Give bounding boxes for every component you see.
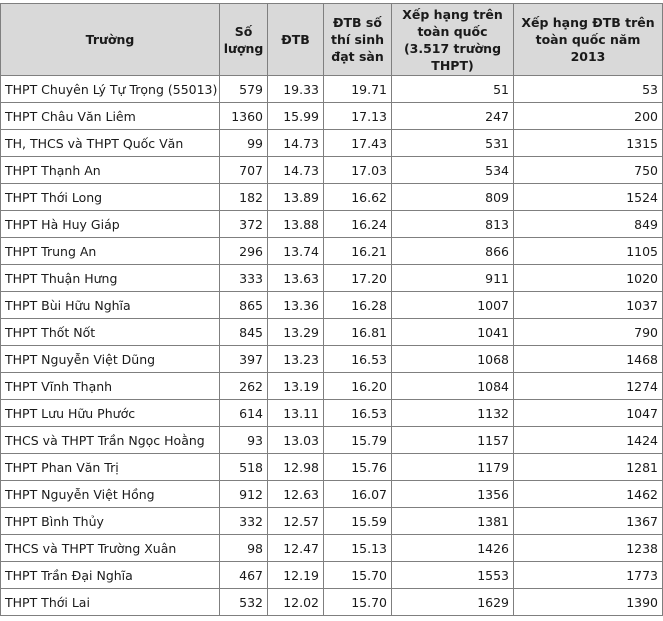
cell-xep-hang: 1084 [392, 373, 514, 400]
cell-so-luong: 333 [220, 265, 268, 292]
cell-xep-hang-2013: 1773 [514, 562, 663, 589]
cell-xep-hang-2013: 1462 [514, 481, 663, 508]
cell-xep-hang: 1132 [392, 400, 514, 427]
cell-dtb-dat-san: 16.20 [324, 373, 392, 400]
cell-so-luong: 98 [220, 535, 268, 562]
table-row [1, 76, 663, 103]
cell-so-luong: 182 [220, 184, 268, 211]
cell-so-luong: 93 [220, 427, 268, 454]
cell-dtb: 12.98 [268, 454, 324, 481]
cell-truong: THPT Thuận Hưng [1, 265, 220, 292]
table-row [1, 265, 663, 292]
header-xep-hang: Xếp hạng trên toàn quốc (3.517 trường THPT) [392, 4, 514, 76]
cell-truong: THPT Trần Đại Nghĩa [1, 562, 220, 589]
cell-truong: THPT Lưu Hữu Phước [1, 400, 220, 427]
cell-dtb-dat-san: 17.13 [324, 103, 392, 130]
header-dtb-dat-san: ĐTB số thí sinh đạt sàn [324, 4, 392, 76]
cell-xep-hang: 1553 [392, 562, 514, 589]
cell-xep-hang: 1179 [392, 454, 514, 481]
cell-xep-hang-2013: 1424 [514, 427, 663, 454]
cell-so-luong: 262 [220, 373, 268, 400]
cell-truong: THPT Vĩnh Thạnh [1, 373, 220, 400]
cell-so-luong: 865 [220, 292, 268, 319]
cell-dtb-dat-san: 15.79 [324, 427, 392, 454]
cell-dtb-dat-san: 15.76 [324, 454, 392, 481]
cell-so-luong: 372 [220, 211, 268, 238]
cell-dtb: 14.73 [268, 157, 324, 184]
cell-xep-hang-2013: 790 [514, 319, 663, 346]
header-xep-hang-2013: Xếp hạng ĐTB trên toàn quốc năm 2013 [514, 4, 663, 76]
cell-xep-hang: 809 [392, 184, 514, 211]
cell-xep-hang-2013: 1468 [514, 346, 663, 373]
cell-xep-hang-2013: 1037 [514, 292, 663, 319]
cell-dtb: 13.23 [268, 346, 324, 373]
table-row [1, 589, 663, 616]
cell-dtb-dat-san: 15.59 [324, 508, 392, 535]
cell-xep-hang-2013: 1274 [514, 373, 663, 400]
cell-xep-hang: 1007 [392, 292, 514, 319]
cell-dtb-dat-san: 17.43 [324, 130, 392, 157]
cell-dtb: 13.29 [268, 319, 324, 346]
cell-xep-hang: 247 [392, 103, 514, 130]
cell-dtb-dat-san: 15.13 [324, 535, 392, 562]
cell-dtb: 13.36 [268, 292, 324, 319]
cell-dtb-dat-san: 17.03 [324, 157, 392, 184]
cell-dtb-dat-san: 17.20 [324, 265, 392, 292]
table-row [1, 184, 663, 211]
header-truong: Trường [1, 4, 220, 76]
cell-xep-hang-2013: 1020 [514, 265, 663, 292]
cell-xep-hang-2013: 849 [514, 211, 663, 238]
cell-truong: THPT Phan Văn Trị [1, 454, 220, 481]
cell-xep-hang-2013: 200 [514, 103, 663, 130]
header-row [1, 4, 663, 76]
cell-dtb: 12.19 [268, 562, 324, 589]
cell-dtb: 13.63 [268, 265, 324, 292]
cell-dtb-dat-san: 15.70 [324, 562, 392, 589]
cell-truong: THPT Trung An [1, 238, 220, 265]
cell-dtb: 14.73 [268, 130, 324, 157]
cell-xep-hang-2013: 1238 [514, 535, 663, 562]
table-row [1, 481, 663, 508]
cell-dtb-dat-san: 16.81 [324, 319, 392, 346]
cell-xep-hang-2013: 1105 [514, 238, 663, 265]
cell-truong: TH, THCS và THPT Quốc Văn [1, 130, 220, 157]
cell-truong: THCS và THPT Trường Xuân [1, 535, 220, 562]
cell-xep-hang: 1157 [392, 427, 514, 454]
table-body [1, 76, 663, 616]
cell-truong: THCS và THPT Trần Ngọc Hoằng [1, 427, 220, 454]
table-row [1, 319, 663, 346]
cell-xep-hang: 813 [392, 211, 514, 238]
table-row [1, 400, 663, 427]
cell-xep-hang: 1356 [392, 481, 514, 508]
cell-dtb: 13.19 [268, 373, 324, 400]
cell-so-luong: 532 [220, 589, 268, 616]
table-row [1, 103, 663, 130]
cell-truong: THPT Thới Long [1, 184, 220, 211]
cell-so-luong: 397 [220, 346, 268, 373]
cell-so-luong: 296 [220, 238, 268, 265]
table-row [1, 130, 663, 157]
cell-xep-hang: 1381 [392, 508, 514, 535]
header-so-luong: Số lượng [220, 4, 268, 76]
table-row [1, 211, 663, 238]
cell-dtb: 13.74 [268, 238, 324, 265]
cell-so-luong: 332 [220, 508, 268, 535]
cell-xep-hang: 866 [392, 238, 514, 265]
cell-so-luong: 579 [220, 76, 268, 103]
cell-xep-hang: 534 [392, 157, 514, 184]
cell-so-luong: 518 [220, 454, 268, 481]
cell-dtb-dat-san: 16.21 [324, 238, 392, 265]
cell-xep-hang-2013: 1281 [514, 454, 663, 481]
cell-so-luong: 912 [220, 481, 268, 508]
cell-so-luong: 614 [220, 400, 268, 427]
cell-truong: THPT Bùi Hữu Nghĩa [1, 292, 220, 319]
school-ranking-table [0, 3, 663, 616]
cell-xep-hang: 911 [392, 265, 514, 292]
cell-dtb: 12.63 [268, 481, 324, 508]
cell-so-luong: 707 [220, 157, 268, 184]
cell-so-luong: 845 [220, 319, 268, 346]
cell-xep-hang: 1041 [392, 319, 514, 346]
table-row [1, 346, 663, 373]
table-row [1, 427, 663, 454]
table-row [1, 373, 663, 400]
cell-truong: THPT Châu Văn Liêm [1, 103, 220, 130]
cell-truong: THPT Nguyễn Việt Dũng [1, 346, 220, 373]
cell-truong: THPT Thốt Nốt [1, 319, 220, 346]
header-dtb: ĐTB [268, 4, 324, 76]
cell-xep-hang: 1068 [392, 346, 514, 373]
cell-xep-hang: 1426 [392, 535, 514, 562]
cell-truong: THPT Thạnh An [1, 157, 220, 184]
cell-xep-hang-2013: 1315 [514, 130, 663, 157]
cell-truong: THPT Nguyễn Việt Hồng [1, 481, 220, 508]
cell-dtb: 12.57 [268, 508, 324, 535]
cell-xep-hang-2013: 750 [514, 157, 663, 184]
table-row [1, 157, 663, 184]
cell-dtb: 13.03 [268, 427, 324, 454]
cell-dtb: 15.99 [268, 103, 324, 130]
cell-dtb: 19.33 [268, 76, 324, 103]
cell-truong: THPT Chuyên Lý Tự Trọng (55013) [1, 76, 220, 103]
table-row [1, 292, 663, 319]
cell-xep-hang: 51 [392, 76, 514, 103]
cell-dtb-dat-san: 16.53 [324, 346, 392, 373]
cell-xep-hang-2013: 1047 [514, 400, 663, 427]
cell-so-luong: 467 [220, 562, 268, 589]
cell-so-luong: 1360 [220, 103, 268, 130]
cell-dtb-dat-san: 19.71 [324, 76, 392, 103]
table-row [1, 535, 663, 562]
cell-truong: THPT Thới Lai [1, 589, 220, 616]
cell-dtb: 13.88 [268, 211, 324, 238]
cell-xep-hang: 531 [392, 130, 514, 157]
cell-xep-hang-2013: 53 [514, 76, 663, 103]
cell-dtb-dat-san: 16.24 [324, 211, 392, 238]
cell-dtb: 13.11 [268, 400, 324, 427]
cell-so-luong: 99 [220, 130, 268, 157]
cell-dtb-dat-san: 16.07 [324, 481, 392, 508]
cell-dtb-dat-san: 15.70 [324, 589, 392, 616]
cell-xep-hang: 1629 [392, 589, 514, 616]
cell-xep-hang-2013: 1524 [514, 184, 663, 211]
cell-dtb-dat-san: 16.62 [324, 184, 392, 211]
cell-truong: THPT Bình Thủy [1, 508, 220, 535]
table-row [1, 454, 663, 481]
cell-dtb-dat-san: 16.53 [324, 400, 392, 427]
table-row [1, 238, 663, 265]
cell-truong: THPT Hà Huy Giáp [1, 211, 220, 238]
cell-dtb: 13.89 [268, 184, 324, 211]
cell-dtb: 12.02 [268, 589, 324, 616]
table-row [1, 508, 663, 535]
cell-dtb-dat-san: 16.28 [324, 292, 392, 319]
cell-xep-hang-2013: 1390 [514, 589, 663, 616]
cell-xep-hang-2013: 1367 [514, 508, 663, 535]
cell-dtb: 12.47 [268, 535, 324, 562]
table-row [1, 562, 663, 589]
